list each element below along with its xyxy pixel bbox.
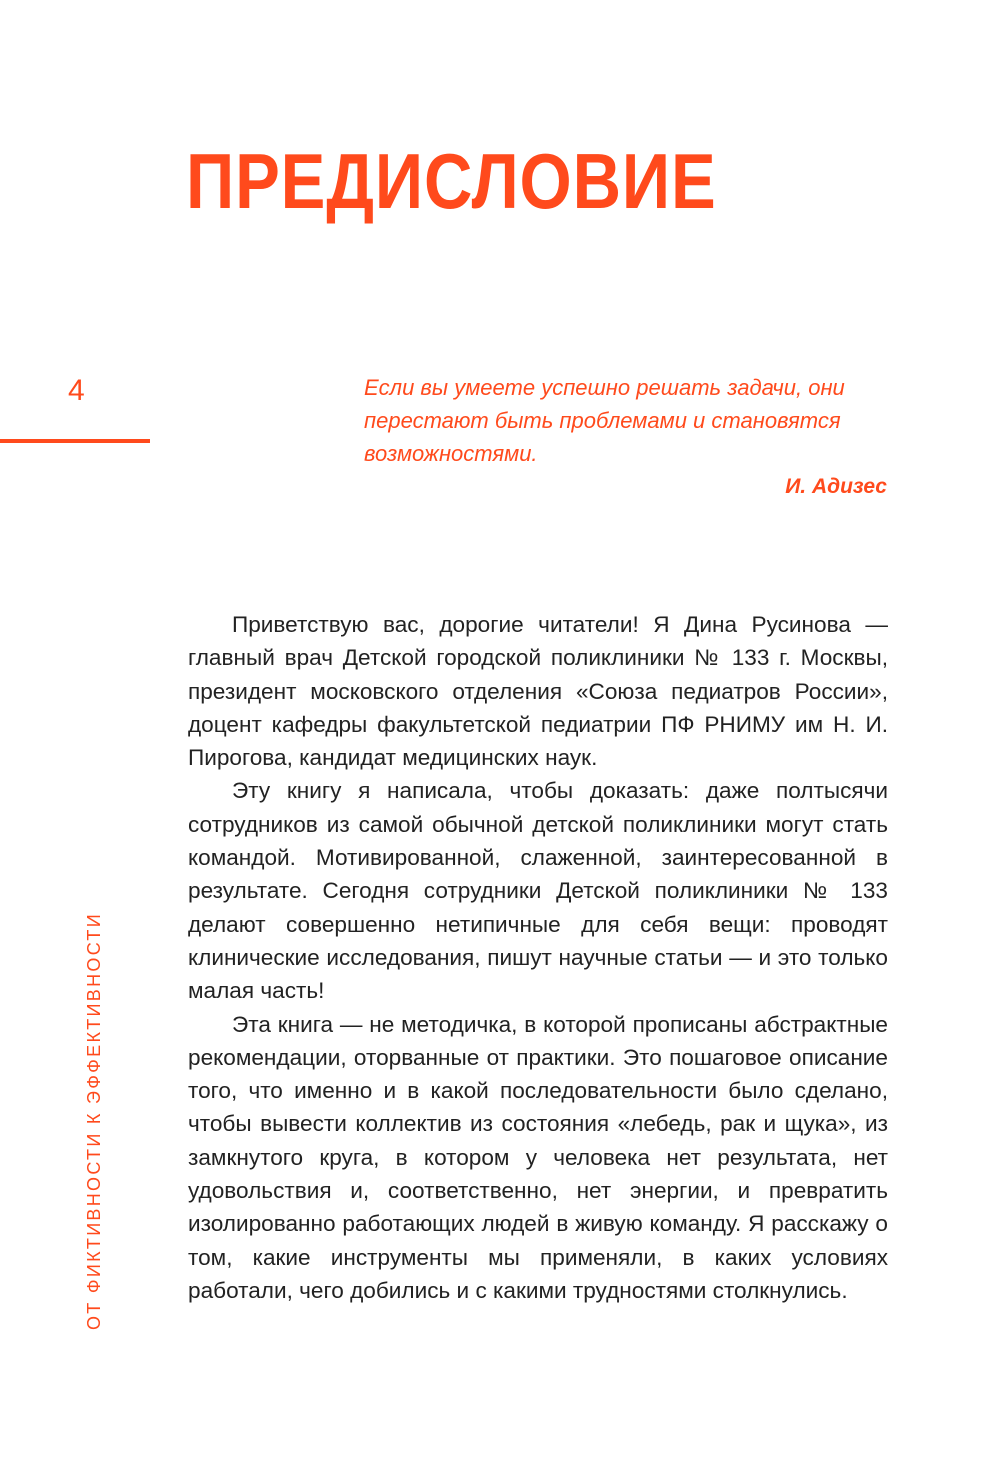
page-number-rule: [0, 439, 150, 443]
chapter-title: ПРЕДИСЛОВИЕ: [186, 137, 717, 225]
paragraph-1: Приветствую вас, дорогие читатели! Я Дина Русинова — главный врач Детской городской поликлиники № 133 г. Москвы, президент московского отделения «Союза педиатров России», доцент кафедры факультетской педиатрии ПФ РНИМУ им Н. И. Пирогова, кандидат медицинских наук.: [188, 612, 888, 771]
body-text: [188, 608, 888, 1307]
epigraph-author: И. Адизес: [785, 475, 887, 498]
paragraph-3: Эта книга — не методичка, в которой прописаны абстрактные рекомендации, оторванные от практики. Это пошаговое описание того, что именно и в какой последовательности было сделано, чтобы вывести коллектив из состояния «лебедь, рак и щука», из замкнутого круга, в котором у человека нет результата, нет удовольствия и, соответственно, нет энергии, и превратить изолированно работающих людей в живую команду. Я расскажу о том, какие инструменты мы применяли, в каких условиях работали, чего добились и с какими трудностями столкнулись.: [188, 1011, 888, 1303]
paragraph-2: Эту книгу я написала, чтобы доказать: даже полтысячи сотрудников из самой обычной детской поликлиники могут стать командой. Мотивированной, слаженной, заинтересованной в результате. Сегодня сотрудники Детской поликлиники № 133 делают совершенно нетипичные для себя вещи: проводят клинические исследования, пишут научные статьи — и это только малая часть!: [188, 778, 888, 1004]
running-head: ОТ ФИКТИВНОСТИ К ЭФФЕКТИВНОСТИ: [84, 912, 104, 1330]
page-number: 4: [68, 374, 85, 407]
epigraph-quote: Если вы умеете успешно решать задачи, они перестают быть проблемами и становятся возможностями.: [364, 375, 845, 466]
